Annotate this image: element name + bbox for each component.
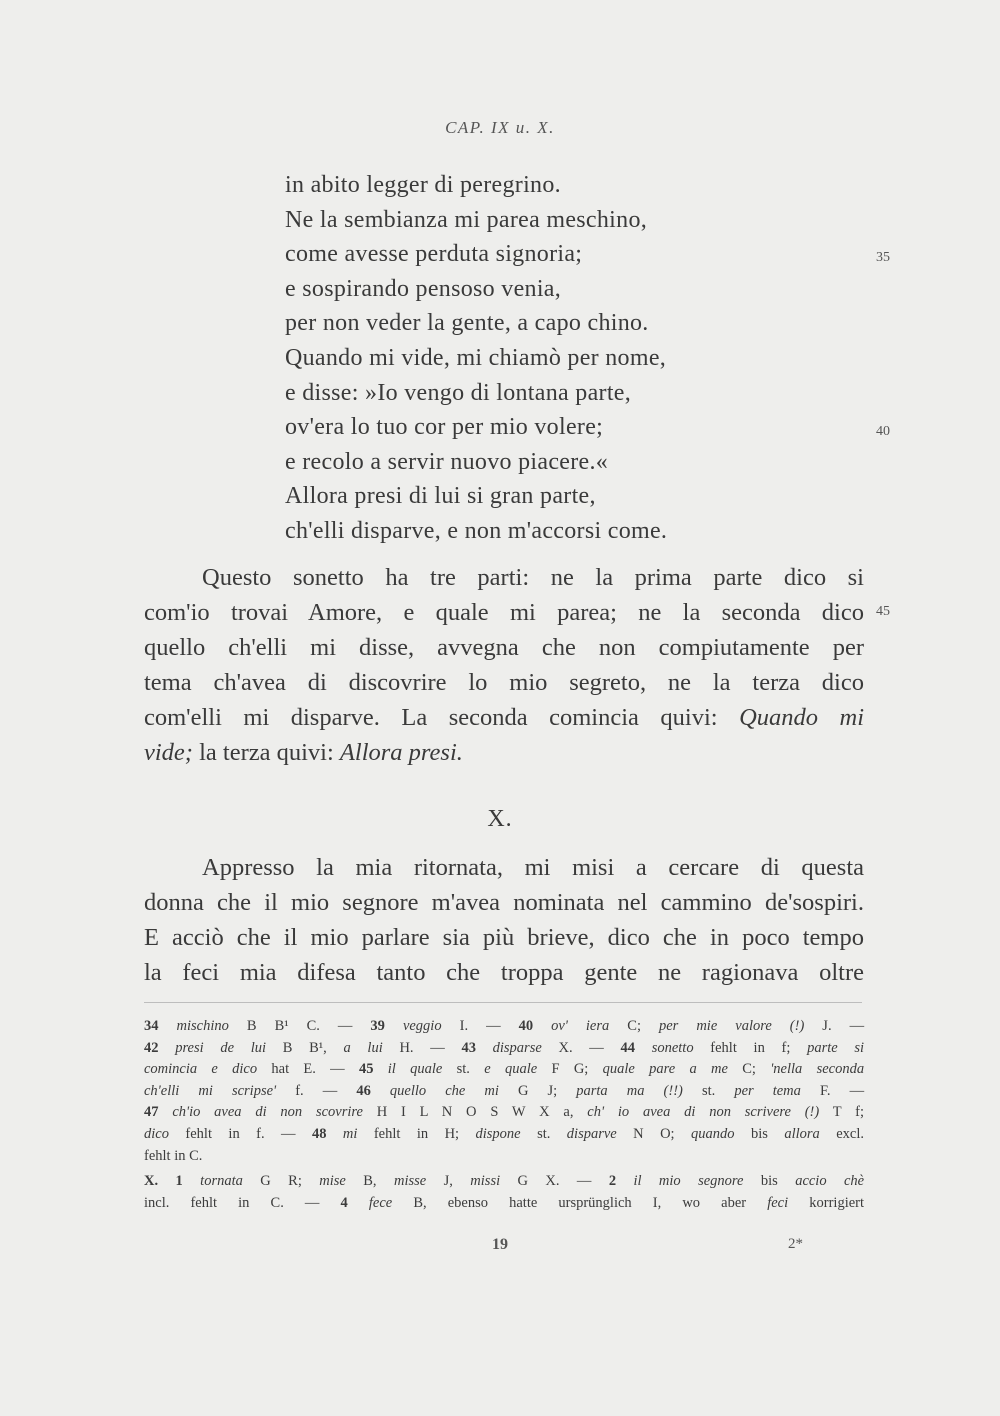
text-line (144, 735, 864, 770)
verse-line: come avesse perduta signoria; (285, 241, 583, 268)
apparatus-line: 42 presi de lui B B¹, a lui H. — 43 disparse X. — 44 sonetto fehlt in f; parte si (144, 1039, 865, 1056)
text-line: E acciò che il mio parlare sia più brieve, dico che in poco tempo (144, 924, 864, 951)
text-segment: la terza quivi: (199, 739, 334, 766)
critical-apparatus (144, 1016, 864, 1214)
line-number: 35 (876, 250, 890, 265)
verse-line: in abito legger di peregrino. (285, 172, 561, 198)
line-number: 45 (876, 604, 890, 619)
text-line: Questo sonetto ha tre parti: ne la prima parte dico si (202, 564, 864, 591)
verse-line: e disse: »Io vengo di lontana parte, (285, 379, 632, 406)
apparatus-line: comincia e dico hat E. — 45 il quale st. e quale F G; quale pare a me C; 'nella seconda (144, 1061, 865, 1078)
commentary-paragraph (144, 560, 864, 770)
quoted-incipit: Quando mi (739, 704, 864, 731)
sonnet-verse (285, 168, 885, 549)
apparatus-line: 34 mischino B B¹ C. — 39 veggio I. — 40 ov' iera C; per mie valore (!) J. — (144, 1018, 865, 1034)
quoted-incipit: Allora presi. (339, 739, 463, 766)
apparatus-line: dico fehlt in f. — 48 mi fehlt in H; dispone st. disparve N O; quando bis allora excl. (144, 1125, 864, 1142)
signature-mark: 2* (788, 1236, 803, 1252)
verse-line: e recolo a servir nuovo piacere.« (285, 448, 609, 475)
running-header: CAP. IX u. X. (445, 118, 555, 137)
section-heading: X. (487, 806, 513, 832)
text-line: quello ch'elli mi disse, avvegna che non compiutamente per (144, 634, 864, 661)
footnote-divider (144, 1002, 862, 1003)
text-line: tema ch'avea di discovrire lo mio segreto, ne la terza dico (144, 669, 864, 696)
verse-line: e sospirando pensoso venia, (285, 275, 562, 302)
text-line (144, 700, 864, 735)
quoted-incipit: vide; (144, 739, 193, 766)
verse-line: ch'elli disparve, e non m'accorsi come. (285, 517, 668, 544)
text-line: com'io trovai Amore, e quale mi parea; ne la seconda dico (144, 599, 864, 626)
text-line: Appresso la mia ritornata, mi misi a cercare di questa (202, 854, 864, 881)
verse-line: per non veder la gente, a capo chino. (285, 310, 649, 337)
apparatus-line: 47 ch'io avea di non scovrire H I L N O S W X a, ch' io avea di non scrivere (!) T f; (144, 1104, 865, 1121)
line-number: 40 (876, 424, 890, 439)
text-line: donna che il mio segnore m'avea nominata nel cammino de'sospiri. (144, 889, 864, 916)
apparatus-line: fehlt in C. (144, 1147, 203, 1164)
verse-line: Quando mi vide, mi chiamò per nome, (285, 344, 667, 371)
verse-line: Allora presi di lui si gran parte, (285, 483, 596, 510)
page-number: 19 (492, 1236, 508, 1253)
text-line: la feci mia difesa tanto che troppa gente ne ragionava oltre (144, 959, 864, 986)
verse-line: Ne la sembianza mi parea meschino, (285, 206, 648, 233)
text-segment: com'elli mi disparve. La seconda comincia quivi: (144, 704, 718, 731)
apparatus-line: incl. fehlt in C. — 4 fece B, ebenso hatte ursprünglich I, wo aber feci korrigiert (144, 1194, 865, 1211)
chapter-paragraph (144, 850, 864, 990)
verse-line: ov'era lo tuo cor per mio volere; (285, 414, 604, 441)
apparatus-line: ch'elli mi scripse' f. — 46 quello che mi G J; parta ma (!!) st. per tema F. — (144, 1082, 865, 1099)
apparatus-line: X. 1 tornata G R; mise B, misse J, missi G X. — 2 il mio segnore bis accio chè (144, 1173, 865, 1190)
